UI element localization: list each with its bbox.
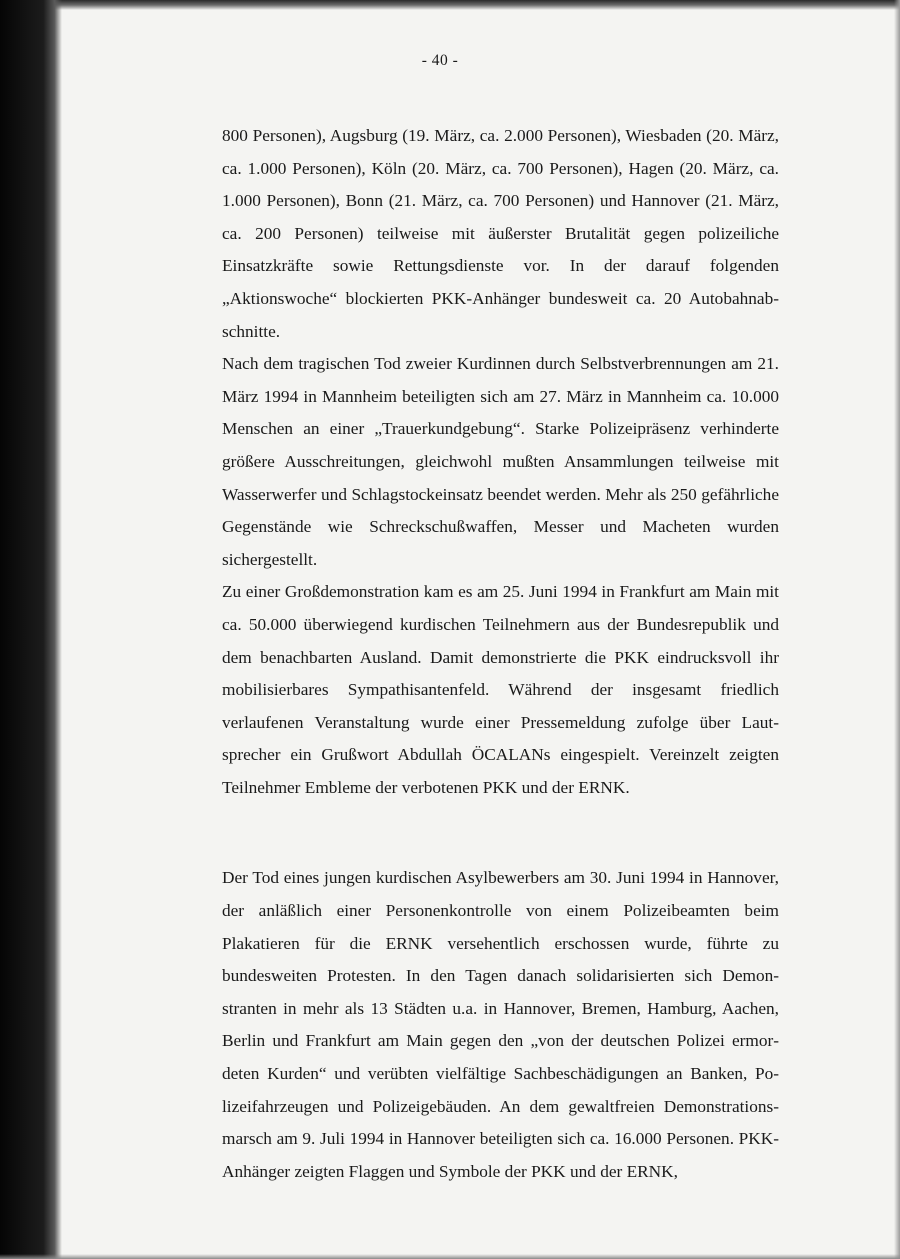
document-body xyxy=(222,120,779,1188)
paragraph-mannheim-rally: Nach dem tragischen Tod zweier Kurdinnen durch Selbstverbrennungen am 21. März 1994 in Mannheim beteiligten sich am 27. März in Mannheim ca. 10.000 Menschen an einer „Trauerkundgebung“. Starke Polizeipräsenz verhinderte größere Ausschreitungen, gleichwohl mußten Ansammlungen teilweise mit Wasserwerfer und Schlagstockeinsatz beendet werden. Mehr als 250 gefährliche Gegenstände wie Schreckschußwaffen, Messer und Macheten wurden sichergestellt. xyxy=(222,354,779,569)
paragraph-demonstrations-march: 800 Personen), Augsburg (19. März, ca. 2.000 Personen), Wiesbaden (20. März, ca. 1.000 Personen), Köln (20. März, ca. 700 Personen), Hagen (20. März, ca. 1.000 Personen), Bonn (21. März, ca. 700 Personen) und Hannover (21. März, ca. 200 Personen) teilweise mit äußerster Brutalität gegen polizeiliche Einsatzkräfte sowie Rettungsdienste vor. In der darauf folgenden „Aktionswoche“ blockierten PKK-Anhänger bundesweit ca. 20 Autobahnabschnitte. xyxy=(222,126,779,341)
scan-edge-bottom xyxy=(0,1254,900,1259)
paragraph-frankfurt-demonstration: Zu einer Großdemonstration kam es am 25. Juni 1994 in Frankfurt am Main mit ca. 50.000 überwiegend kurdischen Teilnehmern aus der Bundesrepublik und dem benachbarten Ausland. Damit demonstrierte die PKK eindrucksvoll ihr mobilisierbares Sympathisantenfeld. Während der insgesamt friedlich verlaufenen Veranstaltung wurde einer Pressemeldung zufolge über Lautsprecher ein Grußwort Abdullah ÖCALANs eingespielt. Vereinzelt zeigten Teilnehmer Embleme der verbotenen PKK und der ERNK. xyxy=(222,582,779,797)
paragraph-hannover-protests: Der Tod eines jungen kurdischen Asylbewerbers am 30. Juni 1994 in Hannover, der anläßlich einer Personenkontrolle von einem Polizeibeamten beim Plakatieren für die ERNK versehentlich erschossen wurde, führte zu bundesweiten Protesten. In den Tagen danach solidarisierten sich Demonstranten in mehr als 13 Städten u.a. in Hannover, Bremen, Hamburg, Aachen, Berlin und Frankfurt am Main gegen den „von der deutschen Polizei ermordeten Kurden“ und verübten vielfältige Sachbeschädigungen an Banken, Polizeifahrzeugen und Polizeigebäuden. An dem gewaltfreien Demonstrationsmarsch am 9. Juli 1994 in Hannover beteiligten sich ca. 16.000 Personen. PKK-Anhänger zeigten Flaggen und Symbole der PKK und der ERNK, xyxy=(222,868,779,1181)
page-number: - 40 - xyxy=(421,52,459,69)
scan-edge-top xyxy=(0,0,900,10)
scan-edge-right xyxy=(894,0,900,1259)
scan-edge-left xyxy=(0,0,62,1259)
